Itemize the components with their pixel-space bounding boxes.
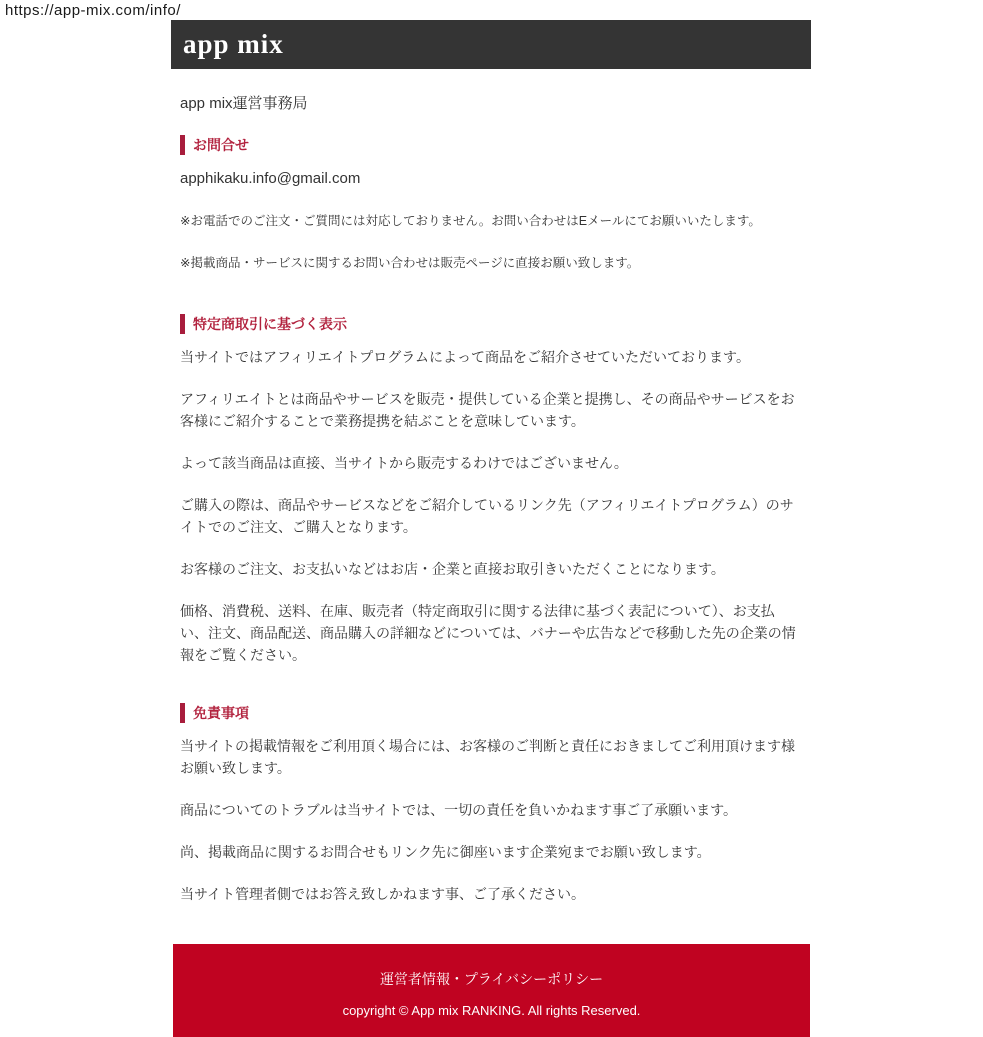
disclaimer-paragraph: 当サイト管理者側ではお答え致しかねます事、ご了承ください。 <box>180 886 586 902</box>
page-content <box>171 92 811 905</box>
tokushoho-paragraph: 価格、消費税、送料、在庫、販売者（特定商取引に関する法律に基づく表記について）、お支払い、注文、商品配送、商品購入の詳細などについては、バナーや広告などで移動した先の企業の情報をご覧ください。 <box>180 603 796 663</box>
section-heading-tokushoho: 特定商取引に基づく表示 <box>180 314 800 334</box>
copyright-text: copyright © App mix RANKING. All rights Reserved. <box>342 1003 641 1018</box>
disclaimer-paragraph: 当サイトの掲載情報をご利用頂く場合には、お客様のご判断と責任におきましてご利用頂けます様お願い致します。 <box>180 738 796 776</box>
site-footer <box>173 944 810 1037</box>
site-header <box>171 20 811 69</box>
section-heading-disclaimer: 免責事項 <box>180 703 800 723</box>
contact-note-phone: ※お電話でのご注文・ご質問には対応しておりません。お問い合わせはEメールにてお願いいたします。 <box>180 214 761 228</box>
tokushoho-paragraph: ご購入の際は、商品やサービスなどをご紹介しているリンク先（アフィリエイトプログラム）のサイトでのご注文、ご購入となります。 <box>180 497 794 535</box>
footer-privacy-link[interactable]: 運営者情報・プライバシーポリシー <box>379 971 604 987</box>
contact-note-products: ※掲載商品・サービスに関するお問い合わせは販売ページに直接お願い致します。 <box>180 256 640 270</box>
main-column <box>171 20 811 1037</box>
tokushoho-paragraph: 当サイトではアフィリエイトプログラムによって商品をご紹介させていただいております。 <box>180 349 750 365</box>
section-heading-contact: お問合せ <box>180 135 800 155</box>
tokushoho-paragraph: お客様のご注文、お支払いなどはお店・企業と直接お取引きいただくことになります。 <box>180 561 725 577</box>
tokushoho-paragraph: アフィリエイトとは商品やサービスを販売・提供している企業と提携し、その商品やサービスをお客様にご紹介することで業務提携を結ぶことを意味しています。 <box>180 391 795 429</box>
disclaimer-paragraph: 商品についてのトラブルは当サイトでは、一切の責任を負いかねます事ご了承願います。 <box>180 802 738 818</box>
contact-email: apphikaku.info@gmail.com <box>180 170 361 187</box>
site-logo-text[interactable]: app mix <box>183 29 284 59</box>
disclaimer-paragraph: 尚、掲載商品に関するお問合せもリンク先に御座います企業宛までお願い致します。 <box>180 844 711 860</box>
tokushoho-paragraph: よって該当商品は直接、当サイトから販売するわけではございません。 <box>180 455 628 471</box>
operator-name: app mix運営事務局 <box>180 95 308 112</box>
url-label: https://app-mix.com/info/ <box>5 2 181 19</box>
